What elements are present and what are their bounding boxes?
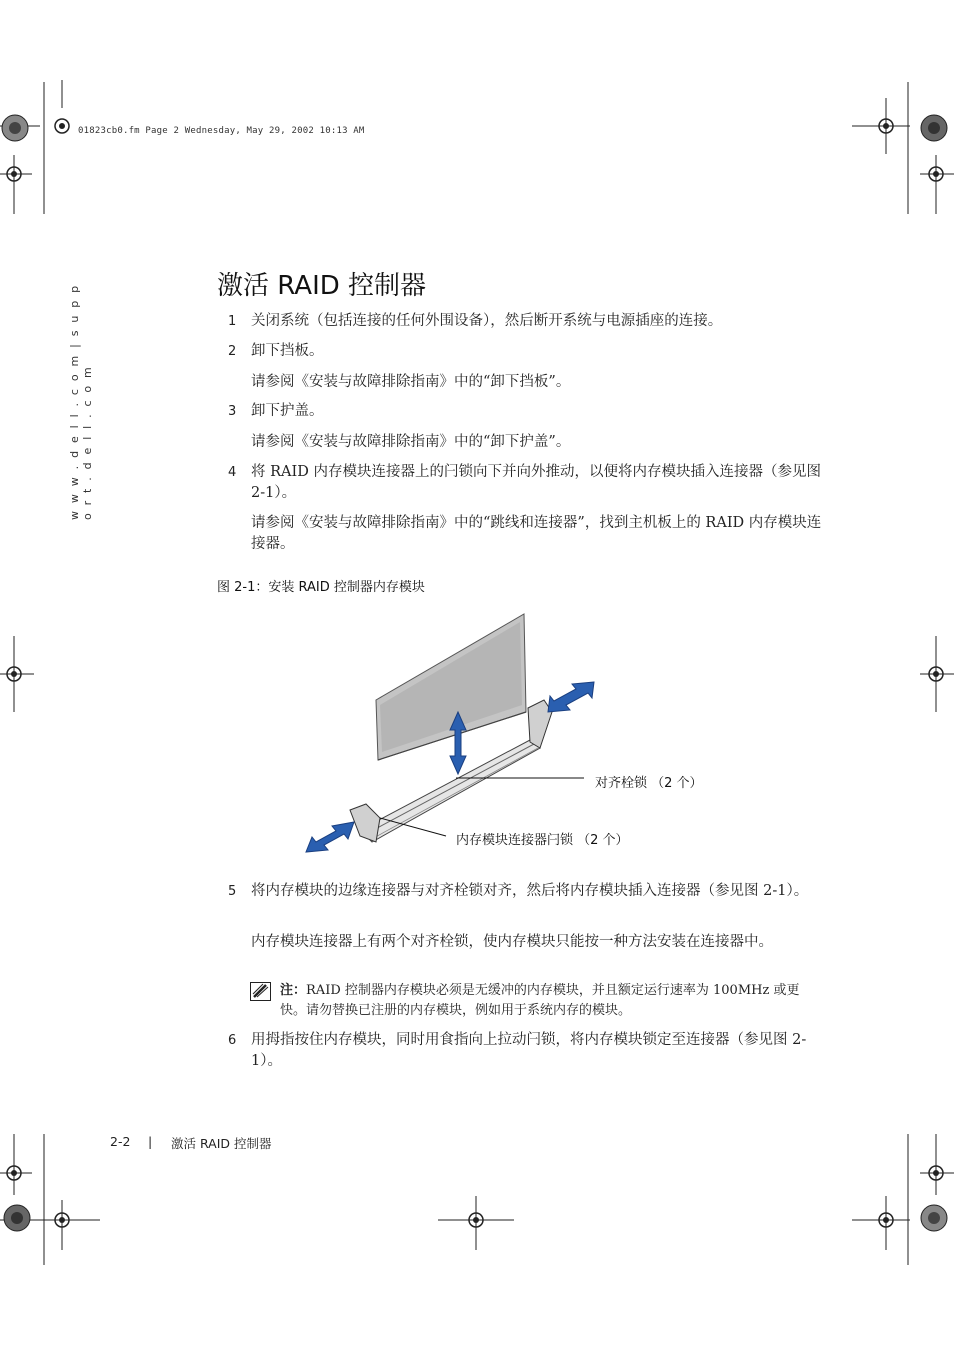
page-number: 2-2 xyxy=(110,1134,131,1149)
step-detail: 内存模块连接器上有两个对齐栓锁，使内存模块只能按一种方法安装在连接器中。 xyxy=(251,934,773,950)
step-text: 卸下护盖。 xyxy=(251,403,324,419)
step-text: 卸下挡板。 xyxy=(251,343,324,359)
step-detail: 请参阅《安装与故障排除指南》中的“跳线和连接器”，找到主机板上的 RAID 内存模块连接器。 xyxy=(251,515,822,552)
note-label: 注： xyxy=(280,983,307,998)
sidebar-url: w w w . d e l l . c o m | s u p p o r t . d e l l . c o m xyxy=(68,283,94,520)
step-number: 3 xyxy=(228,404,237,419)
page-title: 激活 RAID 控制器 xyxy=(217,271,427,301)
step-text: 将内存模块的边缘连接器与对齐栓锁对齐，然后将内存模块插入连接器（参见图 2-1）。 xyxy=(251,883,809,899)
callout-connector-latches: 内存模块连接器闩锁 （2 个） xyxy=(456,833,629,848)
callout-alignment-latches: 对齐栓锁 （2 个） xyxy=(595,776,703,791)
footer-section-title: 激活 RAID 控制器 xyxy=(171,1136,272,1151)
step-detail: 请参阅《安装与故障排除指南》中的“卸下挡板”。 xyxy=(251,374,571,390)
step-detail: 请参阅《安装与故障排除指南》中的“卸下护盖”。 xyxy=(251,434,571,450)
note-text: RAID 控制器内存模块必须是无缓冲的内存模块，并且额定运行速率为 100MHz 或更快。请勿替换已注册的内存模块，例如用于系统内存的模块。 xyxy=(280,983,800,1018)
step-number: 6 xyxy=(228,1033,237,1048)
note-pencil-icon xyxy=(250,982,272,1002)
footer-separator: | xyxy=(148,1134,153,1149)
step-text: 关闭系统（包括连接的任何外围设备），然后断开系统与电源插座的连接。 xyxy=(251,313,723,329)
step-number: 5 xyxy=(228,884,237,899)
latch-arrow-right xyxy=(548,682,594,712)
step-text: 将 RAID 内存模块连接器上的闩锁向下并向外推动，以便将内存模块插入连接器（参见图 2-1）。 xyxy=(251,464,821,501)
step-number: 4 xyxy=(228,465,237,480)
step-text: 用拇指按住内存模块，同时用食指向上拉动闩锁，将内存模块锁定至连接器（参见图 2-1）。 xyxy=(251,1032,807,1069)
figure-caption: 图 2-1：安装 RAID 控制器内存模块 xyxy=(217,580,425,595)
step-number: 1 xyxy=(228,314,237,329)
memory-module xyxy=(376,614,526,760)
latch-arrow-left xyxy=(306,822,354,852)
note-body xyxy=(280,981,824,1021)
step-number: 2 xyxy=(228,344,237,359)
print-header: 01823cb0.fm Page 2 Wednesday, May 29, 2002 10:13 AM xyxy=(78,126,365,136)
